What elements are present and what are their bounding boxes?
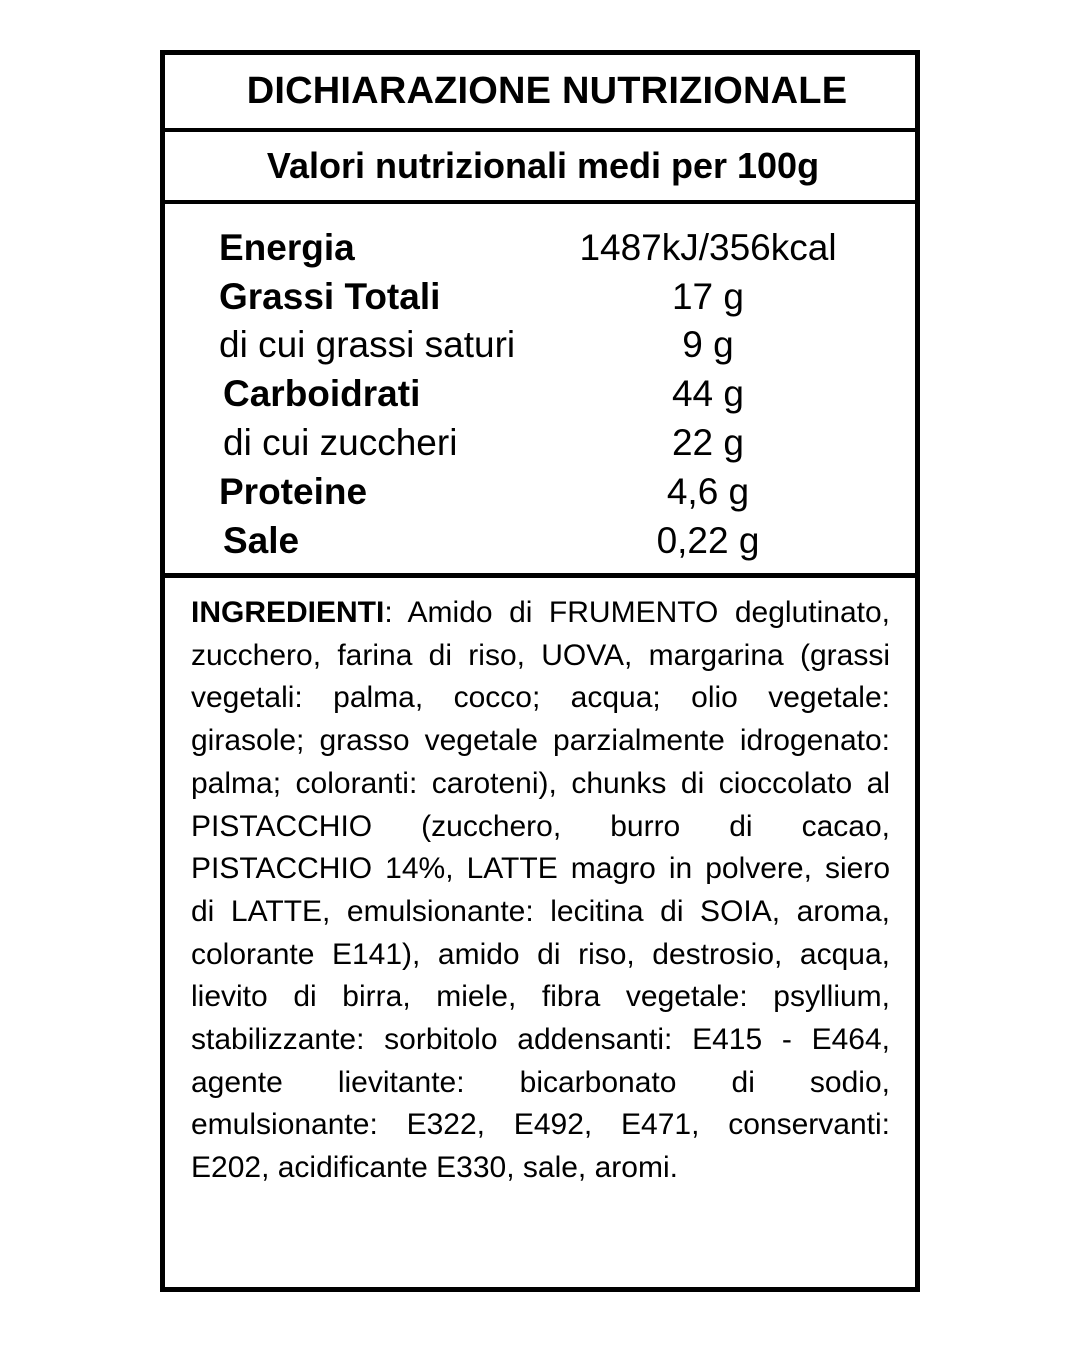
nutrient-name: Carboidrati [223,373,421,414]
nutrient-row-carboidrati [165,372,915,420]
nutrient-value: 1487kJ/356kcal [579,227,837,268]
nutrient-row-grassi-saturi [165,323,915,371]
label-title: DICHIARAZIONE NUTRIZIONALE [246,70,848,112]
nutrient-row-proteine [165,470,915,518]
nutrient-name: di cui grassi saturi [219,324,516,365]
nutrient-name: Grassi Totali [219,276,441,317]
nutrient-name: Energia [219,227,355,268]
ingredients-block [165,578,915,1190]
nutrient-table [165,204,915,578]
nutrient-name: Proteine [219,471,368,512]
ingredients-heading: INGREDIENTI [191,596,385,629]
subtitle-row [165,132,915,204]
nutrition-label [160,50,920,1292]
nutrient-value: 9 g [682,324,734,365]
nutrient-row-sale [165,519,915,567]
nutrient-name: Sale [223,520,300,561]
nutrient-value: 4,6 g [666,471,750,512]
nutrient-row-grassi-totali [165,275,915,323]
nutrient-value: 17 g [671,276,744,317]
title-row [165,55,915,132]
ingredients-text: : Amido di FRUMENTO deglutinato, zucchero, farina di riso, UOVA, margarina (grassi vegetali: palma, cocco; acqua; olio vegetale: girasole; grasso vegetale parzialmente idrogenato: palma; coloranti: caroteni), chunks di cioccolato al PISTACCHIO (zucchero, burro di cacao, PISTACCHIO 14%, LATTE magro in polvere, siero di LATTE, emulsionante: lecitina di SOIA, aroma, colorante E141), amido di riso, destrosio, acqua, lievito di birra, miele, fibra vegetale: psyllium, stabilizzante: sorbitolo addensanti: E415 - E464, agente lievitante: bicarbonato di sodio, emulsionante: E322, E492, E471, conservanti: E202, acidificante E330, sale, aromi. [191,596,890,1185]
nutrient-row-zuccheri [165,421,915,469]
nutrient-value: 0,22 g [656,520,760,561]
nutrient-name: di cui zuccheri [223,422,458,463]
nutrient-value: 44 g [671,373,744,414]
nutrient-value: 22 g [671,422,744,463]
label-subtitle: Valori nutrizionali medi per 100g [266,145,820,186]
nutrient-row-energia [165,226,915,274]
